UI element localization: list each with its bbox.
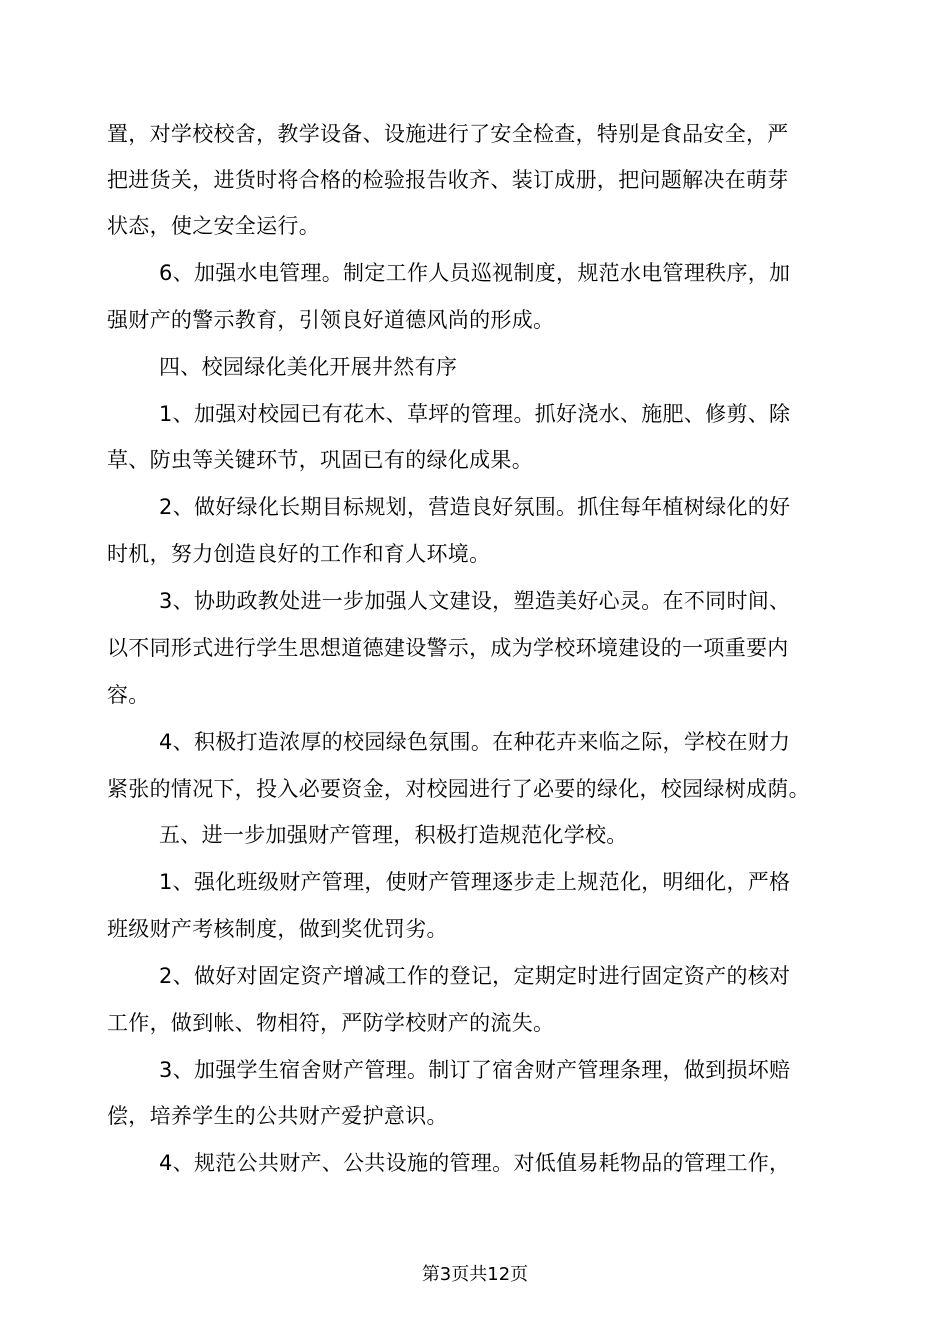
text-line: 2、做好对固定资产增减工作的登记，定期定时进行固定资产的核对 [159, 964, 791, 988]
text-line: 把进货关，进货时将合格的检验报告收齐、装订成册，把问题解决在萌芽 [107, 168, 789, 192]
text-line: 以不同形式进行学生思想道德建设警示，成为学校环境建设的一项重要内 [107, 636, 789, 660]
text-line: 班级财产考核制度，做到奖优罚劣。 [107, 917, 448, 941]
text-line: 强财产的警示教育，引领良好道德风尚的形成。 [107, 308, 555, 332]
text-line: 3、加强学生宿舍财产管理。制订了宿舍财产管理条理，做到损坏赔 [159, 1058, 791, 1082]
text-line: 1、加强对校园已有花木、草坪的管理。抓好浇水、施肥、修剪、除 [159, 402, 791, 426]
text-line: 工作，做到帐、物相符，严防学校财产的流失。 [107, 1011, 555, 1035]
text-line: 4、规范公共财产、公共设施的管理。对低值易耗物品的管理工作， [159, 1151, 791, 1175]
text-line: 容。 [107, 683, 150, 707]
text-line: 置，对学校校舍，教学设备、设施进行了安全检查，特别是食品安全，严 [107, 122, 789, 146]
section-heading: 四、校园绿化美化开展井然有序 [159, 355, 458, 379]
text-line: 草、防虫等关键环节，巩固已有的绿化成果。 [107, 448, 533, 472]
text-line: 1、强化班级财产管理，使财产管理逐步走上规范化，明细化，严格 [159, 870, 791, 894]
text-line: 状态，使之安全运行。 [107, 214, 320, 238]
text-line: 紧张的情况下，投入必要资金，对校园进行了必要的绿化，校园绿树成荫。 [107, 777, 810, 801]
page-number-footer: 第3页共12页 [421, 1264, 529, 1285]
section-heading: 五、进一步加强财产管理，积极打造规范化学校。 [159, 823, 628, 847]
text-line: 2、做好绿化长期目标规划，营造良好氛围。抓住每年植树绿化的好 [159, 495, 791, 519]
text-line: 时机，努力创造良好的工作和育人环境。 [107, 542, 491, 566]
text-line: 偿，培养学生的公共财产爱护意识。 [107, 1104, 448, 1128]
text-line: 6、加强水电管理。制定工作人员巡视制度，规范水电管理秩序，加 [159, 261, 791, 285]
text-line: 4、积极打造浓厚的校园绿色氛围。在种花卉来临之际，学校在财力 [159, 730, 791, 754]
text-line: 3、协助政教处进一步加强人文建设，塑造美好心灵。在不同时间、 [159, 589, 791, 613]
